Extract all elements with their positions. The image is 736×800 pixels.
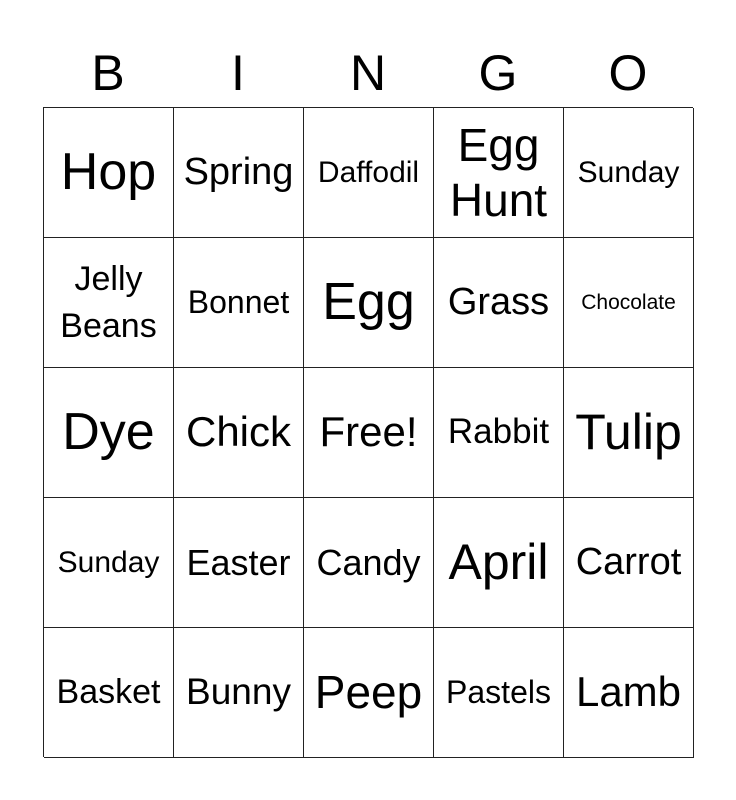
bingo-cell-label: Basket bbox=[56, 672, 161, 711]
bingo-cell[interactable] bbox=[564, 108, 694, 238]
header-letter-n: N bbox=[349, 45, 387, 101]
header-letter-i: I bbox=[231, 45, 245, 101]
bingo-card-grid bbox=[43, 107, 693, 757]
bingo-cell[interactable] bbox=[304, 498, 434, 628]
bingo-cell[interactable] bbox=[174, 108, 304, 238]
bingo-cell[interactable] bbox=[44, 498, 174, 628]
bingo-cell-label: Spring bbox=[183, 150, 294, 193]
header-letter-g: G bbox=[478, 45, 518, 101]
bingo-cell-label: April bbox=[448, 534, 549, 590]
bingo-cell-label: Lamb bbox=[575, 668, 682, 716]
bingo-cell[interactable] bbox=[44, 368, 174, 498]
bingo-cell[interactable] bbox=[174, 368, 304, 498]
bingo-cell-label: Tulip bbox=[575, 404, 682, 460]
bingo-cell-label: Egg bbox=[322, 272, 415, 331]
header-letter-o: O bbox=[608, 45, 648, 101]
bingo-cell-label: Grass bbox=[447, 280, 550, 323]
bingo-cell-label: Egg Hunt bbox=[449, 119, 548, 226]
bingo-cell-label: Sunday bbox=[577, 156, 680, 189]
bingo-cell-label: Easter bbox=[186, 541, 291, 583]
bingo-cell-label: Dye bbox=[62, 402, 155, 461]
bingo-cell-label: Rabbit bbox=[447, 412, 550, 452]
bingo-cell-label: Hop bbox=[60, 142, 157, 201]
bingo-cell[interactable] bbox=[44, 628, 174, 758]
bingo-cell[interactable] bbox=[44, 238, 174, 368]
bingo-cell-label: Daffodil bbox=[317, 156, 420, 189]
bingo-cell-label: Chocolate bbox=[581, 290, 676, 314]
bingo-cell[interactable] bbox=[564, 238, 694, 368]
bingo-cell[interactable] bbox=[434, 498, 564, 628]
bingo-cell[interactable] bbox=[304, 108, 434, 238]
bingo-cell-label: Bunny bbox=[186, 671, 291, 713]
bingo-cell[interactable] bbox=[434, 628, 564, 758]
bingo-cell[interactable] bbox=[434, 108, 564, 238]
bingo-cell[interactable] bbox=[174, 238, 304, 368]
header-letter-b: B bbox=[91, 45, 125, 101]
bingo-cell-label: Peep bbox=[314, 666, 423, 719]
bingo-cell[interactable] bbox=[304, 628, 434, 758]
bingo-cell-label: Bonnet bbox=[187, 283, 290, 320]
bingo-cell[interactable] bbox=[304, 238, 434, 368]
bingo-cell[interactable] bbox=[44, 108, 174, 238]
bingo-cell-label: Pastels bbox=[446, 673, 551, 710]
bingo-cell-label: Chick bbox=[185, 408, 292, 456]
bingo-cell[interactable] bbox=[564, 498, 694, 628]
bingo-cell[interactable] bbox=[434, 238, 564, 368]
bingo-cell-label: Free! bbox=[319, 408, 418, 456]
bingo-cell[interactable] bbox=[174, 498, 304, 628]
bingo-cell[interactable] bbox=[304, 368, 434, 498]
bingo-cell[interactable] bbox=[564, 368, 694, 498]
bingo-cell[interactable] bbox=[174, 628, 304, 758]
bingo-cell-label: Carrot bbox=[575, 540, 682, 583]
bingo-cell-label: Sunday bbox=[57, 546, 160, 579]
bingo-cell[interactable] bbox=[434, 368, 564, 498]
bingo-header bbox=[43, 42, 693, 104]
bingo-cell[interactable] bbox=[564, 628, 694, 758]
bingo-cell-label: Candy bbox=[316, 541, 421, 583]
bingo-cell-label: Jelly Beans bbox=[60, 259, 157, 345]
